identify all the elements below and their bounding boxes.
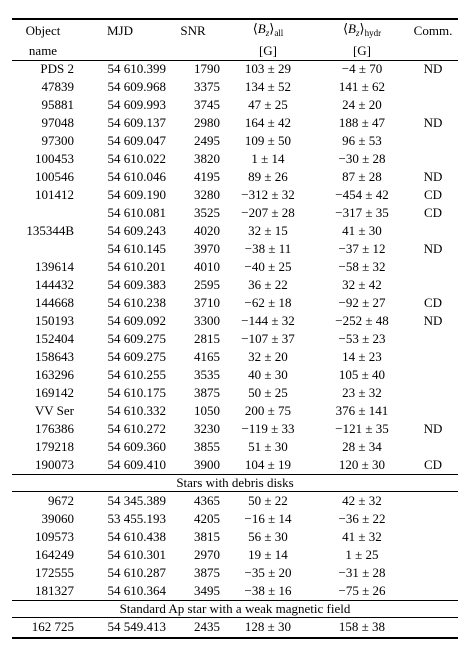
- bz-all-cell: −16 ± 14: [244, 511, 292, 526]
- comment-cell: [408, 222, 458, 240]
- table-row: [12, 132, 458, 150]
- table-row: [12, 618, 458, 636]
- snr-cell: 3280: [194, 187, 220, 202]
- header-rule: [12, 60, 458, 61]
- snr-cell: 3710: [194, 295, 220, 310]
- object-name-cell: 172555: [35, 565, 74, 580]
- table-row: [12, 564, 458, 582]
- mjd-cell: 54 609.968: [107, 79, 166, 94]
- mjd-cell: 54 610.272: [107, 421, 166, 436]
- table-row: [12, 276, 458, 294]
- snr-cell: 4365: [194, 493, 220, 508]
- snr-cell: 1050: [194, 403, 220, 418]
- bz-all-cell: −119 ± 33: [241, 421, 295, 436]
- bz-hydr-cell: 28 ± 34: [342, 439, 382, 454]
- table-row: [12, 456, 458, 474]
- bz-all-cell: −144 ± 32: [241, 313, 295, 328]
- comment-cell: [408, 492, 458, 510]
- table-row: [12, 168, 458, 186]
- object-name-cell: 163296: [35, 367, 74, 382]
- magnetic-field-table: [12, 20, 458, 636]
- bz-hydr-cell: −92 ± 27: [338, 295, 386, 310]
- mjd-cell: 54 610.145: [107, 241, 166, 256]
- bz-hydr-cell: −252 ± 48: [335, 313, 389, 328]
- mjd-cell: 54 610.175: [107, 385, 166, 400]
- bz-all-cell: −38 ± 16: [244, 583, 292, 598]
- bz-all-cell: 109 ± 50: [244, 133, 292, 148]
- comment-cell: ND: [423, 421, 443, 436]
- object-name-cell: 47839: [41, 79, 74, 94]
- bz-all-cell: 89 ± 26: [248, 169, 288, 184]
- comment-cell: ND: [423, 61, 443, 76]
- bz-all-cell: 40 ± 30: [248, 367, 288, 382]
- table-row: [12, 78, 458, 96]
- section-debris: [12, 474, 458, 492]
- table-row: [12, 492, 458, 510]
- bz-hydr-cell: 32 ± 42: [342, 277, 382, 292]
- snr-cell: 3525: [194, 205, 220, 220]
- table-row: [12, 240, 458, 258]
- comment-cell: CD: [423, 457, 443, 472]
- bz-hydr-cell: −37 ± 12: [338, 241, 386, 256]
- object-name-cell: 162 725: [31, 619, 74, 634]
- bz-hydr-cell: −36 ± 22: [338, 511, 386, 526]
- bz-all-cell: 19 ± 14: [248, 547, 288, 562]
- bz-hydr-cell: −53 ± 23: [338, 331, 386, 346]
- comment-cell: [408, 330, 458, 348]
- header-unit-hydr: [G]: [352, 43, 372, 58]
- mjd-cell: 54 610.238: [107, 295, 166, 310]
- snr-cell: 4020: [194, 223, 220, 238]
- header-object: Object: [25, 23, 61, 38]
- table-row: [12, 114, 458, 132]
- mjd-cell: 54 610.332: [107, 403, 166, 418]
- comment-cell: CD: [423, 295, 443, 310]
- object-name-cell: 97300: [41, 133, 74, 148]
- mjd-cell: 54 609.993: [107, 97, 166, 112]
- table-row: [12, 438, 458, 456]
- header-name: name: [28, 43, 58, 58]
- comment-cell: [408, 96, 458, 114]
- table-row: [12, 258, 458, 276]
- section-ap-title: Standard Ap star with a weak magnetic field: [119, 601, 351, 616]
- bz-hydr-cell: −454 ± 42: [335, 187, 389, 202]
- bz-hydr-cell: 41 ± 30: [342, 223, 382, 238]
- mjd-cell: 54 609.137: [107, 115, 166, 130]
- mjd-cell: 54 549.413: [107, 619, 166, 634]
- bz-hydr-cell: 376 ± 141: [335, 403, 389, 418]
- table-row: [12, 330, 458, 348]
- bz-all-cell: −312 ± 32: [241, 187, 295, 202]
- table-row: [12, 96, 458, 114]
- object-name-cell: 100546: [35, 169, 74, 184]
- bz-hydr-cell: 188 ± 47: [338, 115, 386, 130]
- snr-cell: 2495: [194, 133, 220, 148]
- table-row: [12, 60, 458, 78]
- bz-hydr-cell: −121 ± 35: [335, 421, 389, 436]
- comment-cell: [408, 402, 458, 420]
- bz-all-cell: 103 ± 29: [244, 61, 292, 76]
- object-name-cell: 181327: [35, 583, 74, 598]
- header-snr: SNR: [180, 23, 206, 38]
- snr-cell: 2980: [194, 115, 220, 130]
- mjd-cell: 54 610.081: [107, 205, 166, 220]
- object-name-cell: 95881: [41, 97, 74, 112]
- snr-cell: 3230: [194, 421, 220, 436]
- table-row: [12, 420, 458, 438]
- header-bz-hydr: $⟨B_z⟩_{hydr}$: [342, 21, 382, 38]
- object-name-cell: 109573: [35, 529, 74, 544]
- bz-all-cell: 56 ± 30: [248, 529, 288, 544]
- bz-hydr-cell: 41 ± 32: [342, 529, 382, 544]
- header-mjd: MJD: [106, 23, 133, 38]
- comment-cell: [408, 510, 458, 528]
- bz-hydr-cell: 141 ± 62: [338, 79, 386, 94]
- object-name-cell: 169142: [35, 385, 74, 400]
- bz-hydr-cell: 14 ± 23: [342, 349, 382, 364]
- table-row: [12, 204, 458, 222]
- mjd-cell: 54 609.092: [107, 313, 166, 328]
- object-name-cell: 139614: [35, 259, 74, 274]
- mjd-cell: 54 609.410: [107, 457, 166, 472]
- bz-all-cell: 32 ± 15: [248, 223, 288, 238]
- snr-cell: 1790: [194, 61, 220, 76]
- object-name-cell: 164249: [35, 547, 74, 562]
- bz-hydr-cell: −75 ± 26: [338, 583, 386, 598]
- mjd-cell: 54 609.190: [107, 187, 166, 202]
- mjd-cell: 54 610.301: [107, 547, 166, 562]
- comment-cell: CD: [423, 205, 443, 220]
- section-ap: [12, 600, 458, 618]
- table-body-ap: [12, 618, 458, 636]
- snr-cell: 2815: [194, 331, 220, 346]
- comment-cell: ND: [423, 241, 443, 256]
- bz-all-cell: 128 ± 30: [244, 619, 292, 634]
- bz-all-cell: 36 ± 22: [248, 277, 288, 292]
- bz-hydr-cell: 87 ± 28: [342, 169, 382, 184]
- object-name-cell: 135344B: [26, 223, 74, 238]
- bz-hydr-cell: −4 ± 70: [341, 61, 383, 76]
- snr-cell: 3495: [194, 583, 220, 598]
- bottom-rule: [12, 637, 458, 639]
- comment-cell: [408, 546, 458, 564]
- table-row: [12, 546, 458, 564]
- header-bz-all: $⟨B_z⟩_{all}$: [252, 21, 284, 38]
- mjd-cell: 54 610.022: [107, 151, 166, 166]
- bz-all-cell: 32 ± 20: [248, 349, 288, 364]
- mjd-cell: 54 609.275: [107, 331, 166, 346]
- object-name-cell: 150193: [35, 313, 74, 328]
- snr-cell: 2435: [194, 619, 220, 634]
- mjd-cell: 54 610.364: [107, 583, 166, 598]
- table-row: [12, 186, 458, 204]
- bz-all-cell: 164 ± 42: [244, 115, 292, 130]
- mjd-cell: 54 609.243: [107, 223, 166, 238]
- mjd-cell: 54 609.360: [107, 439, 166, 454]
- table-row: [12, 510, 458, 528]
- mjd-cell: 54 609.047: [107, 133, 166, 148]
- object-name-cell: 158643: [35, 349, 74, 364]
- object-name-cell: 190073: [35, 457, 74, 472]
- snr-cell: 3900: [194, 457, 220, 472]
- mjd-cell: 54 609.383: [107, 277, 166, 292]
- object-name-cell: 100453: [35, 151, 74, 166]
- section-debris-title: Stars with debris disks: [176, 475, 294, 490]
- snr-cell: 4195: [194, 169, 220, 184]
- snr-cell: 3300: [194, 313, 220, 328]
- object-name-cell: VV Ser: [34, 403, 74, 418]
- bz-hydr-cell: 23 ± 32: [342, 385, 382, 400]
- bz-all-cell: 47 ± 25: [248, 97, 288, 112]
- bz-hydr-cell: 96 ± 53: [342, 133, 382, 148]
- snr-cell: 2595: [194, 277, 220, 292]
- comment-cell: CD: [423, 187, 443, 202]
- mjd-cell: 54 610.287: [107, 565, 166, 580]
- bz-all-cell: 134 ± 52: [244, 79, 292, 94]
- snr-cell: 3375: [194, 79, 220, 94]
- comment-cell: [408, 438, 458, 456]
- bz-all-cell: 50 ± 25: [248, 385, 288, 400]
- bz-all-cell: 51 ± 30: [248, 439, 288, 454]
- bz-hydr-cell: −31 ± 28: [338, 565, 386, 580]
- snr-cell: 4205: [194, 511, 220, 526]
- bz-all-cell: −38 ± 11: [244, 241, 292, 256]
- mjd-cell: 54 610.438: [107, 529, 166, 544]
- section-debris-rule-top: [12, 474, 458, 475]
- snr-cell: 3815: [194, 529, 220, 544]
- table-header: [12, 20, 458, 60]
- mjd-cell: 54 345.389: [107, 493, 166, 508]
- object-name-cell: 152404: [35, 331, 74, 346]
- mjd-cell: 54 609.275: [107, 349, 166, 364]
- mjd-cell: 54 610.046: [107, 169, 166, 184]
- comment-cell: [408, 366, 458, 384]
- header-bz-hydr-sub: hydr: [364, 28, 382, 38]
- snr-cell: 3820: [194, 151, 220, 166]
- table-row: [12, 150, 458, 168]
- comment-cell: [408, 348, 458, 366]
- mjd-cell: 54 610.201: [107, 259, 166, 274]
- object-name-cell: 179218: [35, 439, 74, 454]
- table-row: [12, 348, 458, 366]
- snr-cell: 2970: [194, 547, 220, 562]
- bz-all-cell: −62 ± 18: [244, 295, 292, 310]
- bz-all-cell: −207 ± 28: [241, 205, 295, 220]
- snr-cell: 3875: [194, 565, 220, 580]
- snr-cell: 3970: [194, 241, 220, 256]
- snr-cell: 3875: [194, 385, 220, 400]
- object-name-cell: 144668: [35, 295, 74, 310]
- object-name-cell: PDS 2: [40, 61, 74, 76]
- comment-cell: [408, 618, 458, 636]
- section-debris-rule-bottom: [12, 491, 458, 492]
- object-name-cell: 101412: [35, 187, 74, 202]
- table-row: [12, 582, 458, 600]
- object-name-cell: 9672: [48, 493, 74, 508]
- bz-hydr-cell: −58 ± 32: [338, 259, 386, 274]
- table-body-main: [12, 60, 458, 474]
- snr-cell: 4165: [194, 349, 220, 364]
- object-name-cell: [12, 240, 74, 258]
- bz-hydr-cell: 42 ± 32: [342, 493, 382, 508]
- comment-cell: [408, 132, 458, 150]
- bz-hydr-cell: 105 ± 40: [338, 367, 386, 382]
- comment-cell: [408, 582, 458, 600]
- table-row: [12, 528, 458, 546]
- mjd-cell: 53 455.193: [107, 511, 166, 526]
- snr-cell: 3745: [194, 97, 220, 112]
- header-bz-all-sub: all: [274, 28, 284, 38]
- mjd-cell: 54 610.255: [107, 367, 166, 382]
- comment-cell: ND: [423, 313, 443, 328]
- bz-all-cell: 104 ± 19: [244, 457, 292, 472]
- comment-cell: ND: [423, 115, 443, 130]
- snr-cell: 3855: [194, 439, 220, 454]
- object-name-cell: 176386: [35, 421, 74, 436]
- table-row: [12, 312, 458, 330]
- bz-hydr-cell: 24 ± 20: [342, 97, 382, 112]
- bz-all-cell: 50 ± 22: [248, 493, 288, 508]
- section-ap-rule-bottom: [12, 617, 458, 618]
- bz-hydr-cell: 120 ± 30: [338, 457, 386, 472]
- bz-all-cell: −107 ± 37: [241, 331, 295, 346]
- table-row: [12, 402, 458, 420]
- comment-cell: [408, 78, 458, 96]
- bz-hydr-cell: 158 ± 38: [338, 619, 386, 634]
- comment-cell: ND: [423, 169, 443, 184]
- bz-all-cell: −35 ± 20: [244, 565, 292, 580]
- comment-cell: [408, 276, 458, 294]
- comment-cell: [408, 564, 458, 582]
- snr-cell: 3535: [194, 367, 220, 382]
- table-row: [12, 222, 458, 240]
- object-name-cell: [12, 204, 74, 222]
- table-row: [12, 366, 458, 384]
- object-name-cell: 39060: [41, 511, 74, 526]
- bz-all-cell: 1 ± 14: [251, 151, 285, 166]
- object-name-cell: 97048: [41, 115, 74, 130]
- bz-hydr-cell: 1 ± 25: [345, 547, 379, 562]
- comment-cell: [408, 150, 458, 168]
- bz-all-cell: 200 ± 75: [244, 403, 292, 418]
- object-name-cell: 144432: [35, 277, 74, 292]
- comment-cell: [408, 258, 458, 276]
- bz-hydr-cell: −30 ± 28: [338, 151, 386, 166]
- snr-cell: 4010: [194, 259, 220, 274]
- comment-cell: [408, 384, 458, 402]
- bz-hydr-cell: −317 ± 35: [335, 205, 389, 220]
- header-comm: Comm.: [413, 23, 453, 38]
- comment-cell: [408, 528, 458, 546]
- mjd-cell: 54 610.399: [107, 61, 166, 76]
- bz-all-cell: −40 ± 25: [244, 259, 292, 274]
- header-unit-all: [G]: [258, 43, 278, 58]
- table-row: [12, 384, 458, 402]
- table-row: [12, 294, 458, 312]
- table-body-debris: [12, 492, 458, 600]
- section-ap-rule-top: [12, 600, 458, 601]
